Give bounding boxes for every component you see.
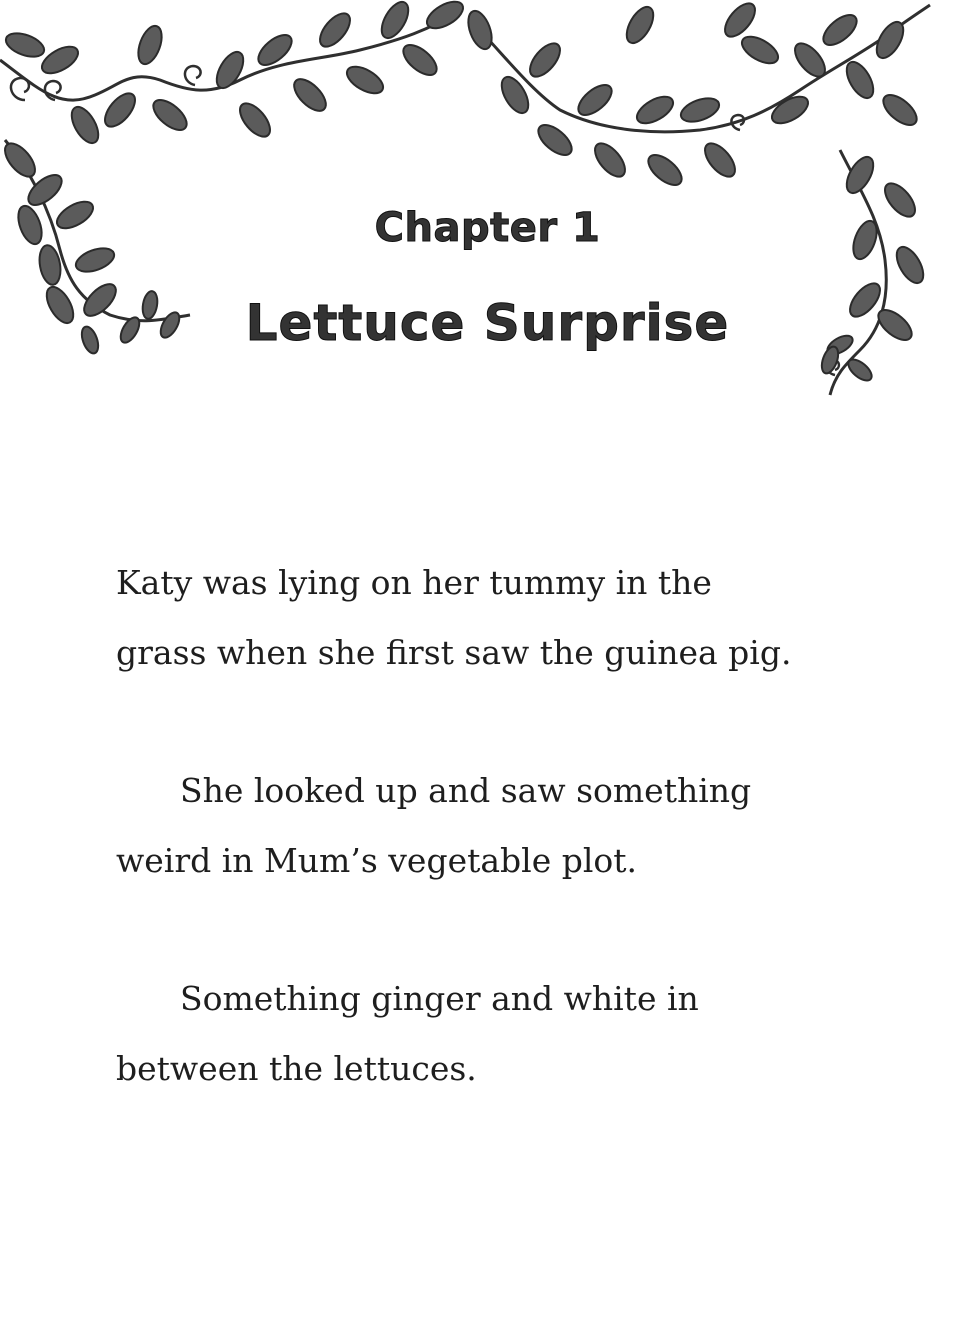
text-line: Something ginger and white in: [180, 979, 699, 1018]
text-line: weird in Mum’s vegetable plot.: [116, 841, 638, 880]
text-line: Katy was lying on her tummy in the: [116, 563, 712, 602]
text-line: She looked up and saw something: [180, 771, 752, 810]
vine-curl: [185, 66, 201, 85]
story-paragraph: [116, 548, 896, 688]
text-line: between the lettuces.: [116, 1049, 477, 1088]
chapter-title: Lettuce Surprise: [245, 294, 730, 352]
story-paragraph: [116, 756, 896, 896]
story-body: [116, 548, 896, 1172]
text-line: grass when she first saw the guinea pig.: [116, 633, 792, 672]
chapter-number: Chapter 1: [374, 205, 601, 251]
story-paragraph: [116, 964, 896, 1104]
